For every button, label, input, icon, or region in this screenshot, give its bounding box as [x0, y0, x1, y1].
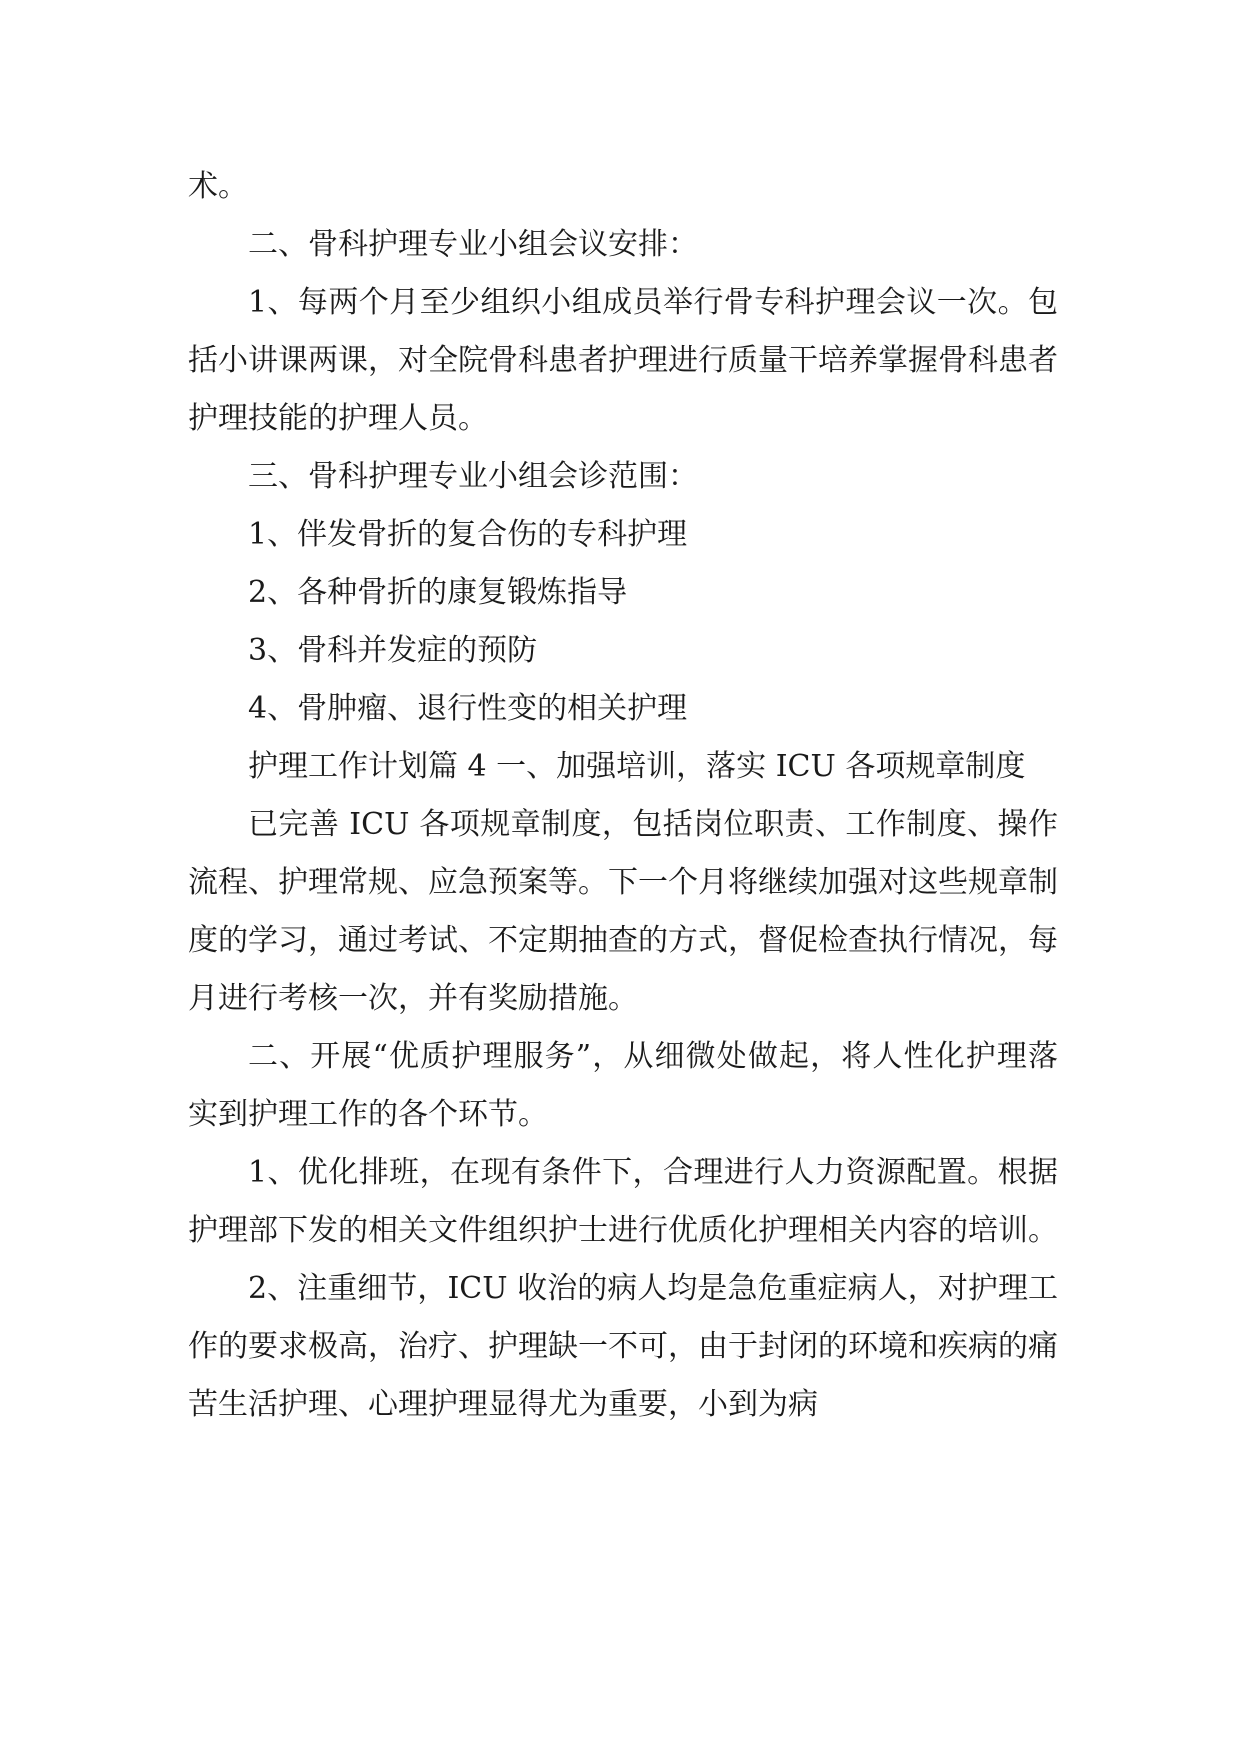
- list-item-consultation-3: 3、骨科并发症的预防: [248, 633, 538, 668]
- section-heading-quality-service: 二、开展“优质护理服务”，从细微处做起，将人性化护理落实到护理工作的各个环节。: [188, 1039, 1058, 1132]
- list-item-consultation-1: 1、伴发骨折的复合伤的专科护理: [248, 517, 688, 552]
- paragraph-continuation: 术。: [188, 169, 248, 204]
- section-heading-plan-4: 护理工作计划篇 4 一、加强培训，落实 ICU 各项规章制度: [248, 749, 1026, 784]
- paragraph-details: 2、注重细节，ICU 收治的病人均是急危重症病人，对护理工作的要求极高，治疗、护理缺一不可，由于封闭的环境和疾病的痛苦生活护理、心理护理显得尤为重要，小到为病: [188, 1271, 1058, 1422]
- document-body: [188, 158, 1058, 1434]
- section-heading-consultation: 三、骨科护理专业小组会诊范围：: [248, 459, 698, 494]
- list-item-consultation-2: 2、各种骨折的康复锻炼指导: [248, 575, 628, 610]
- list-item-consultation-4: 4、骨肿瘤、退行性变的相关护理: [248, 691, 688, 726]
- paragraph-meeting-item-1: 1、每两个月至少组织小组成员举行骨专科护理会议一次。包括小讲课两课，对全院骨科患者护理进行质量干培养掌握骨科患者护理技能的护理人员。: [188, 285, 1058, 436]
- paragraph-icu-rules: 已完善 ICU 各项规章制度，包括岗位职责、工作制度、操作流程、护理常规、应急预案等。下一个月将继续加强对这些规章制度的学习，通过考试、不定期抽查的方式，督促检查执行情况，每月进行考核一次，并有奖励措施。: [188, 807, 1058, 1016]
- paragraph-scheduling: 1、优化排班，在现有条件下，合理进行人力资源配置。根据护理部下发的相关文件组织护士进行优质化护理相关内容的培训。: [188, 1155, 1058, 1248]
- section-heading-meeting: 二、骨科护理专业小组会议安排：: [248, 227, 698, 262]
